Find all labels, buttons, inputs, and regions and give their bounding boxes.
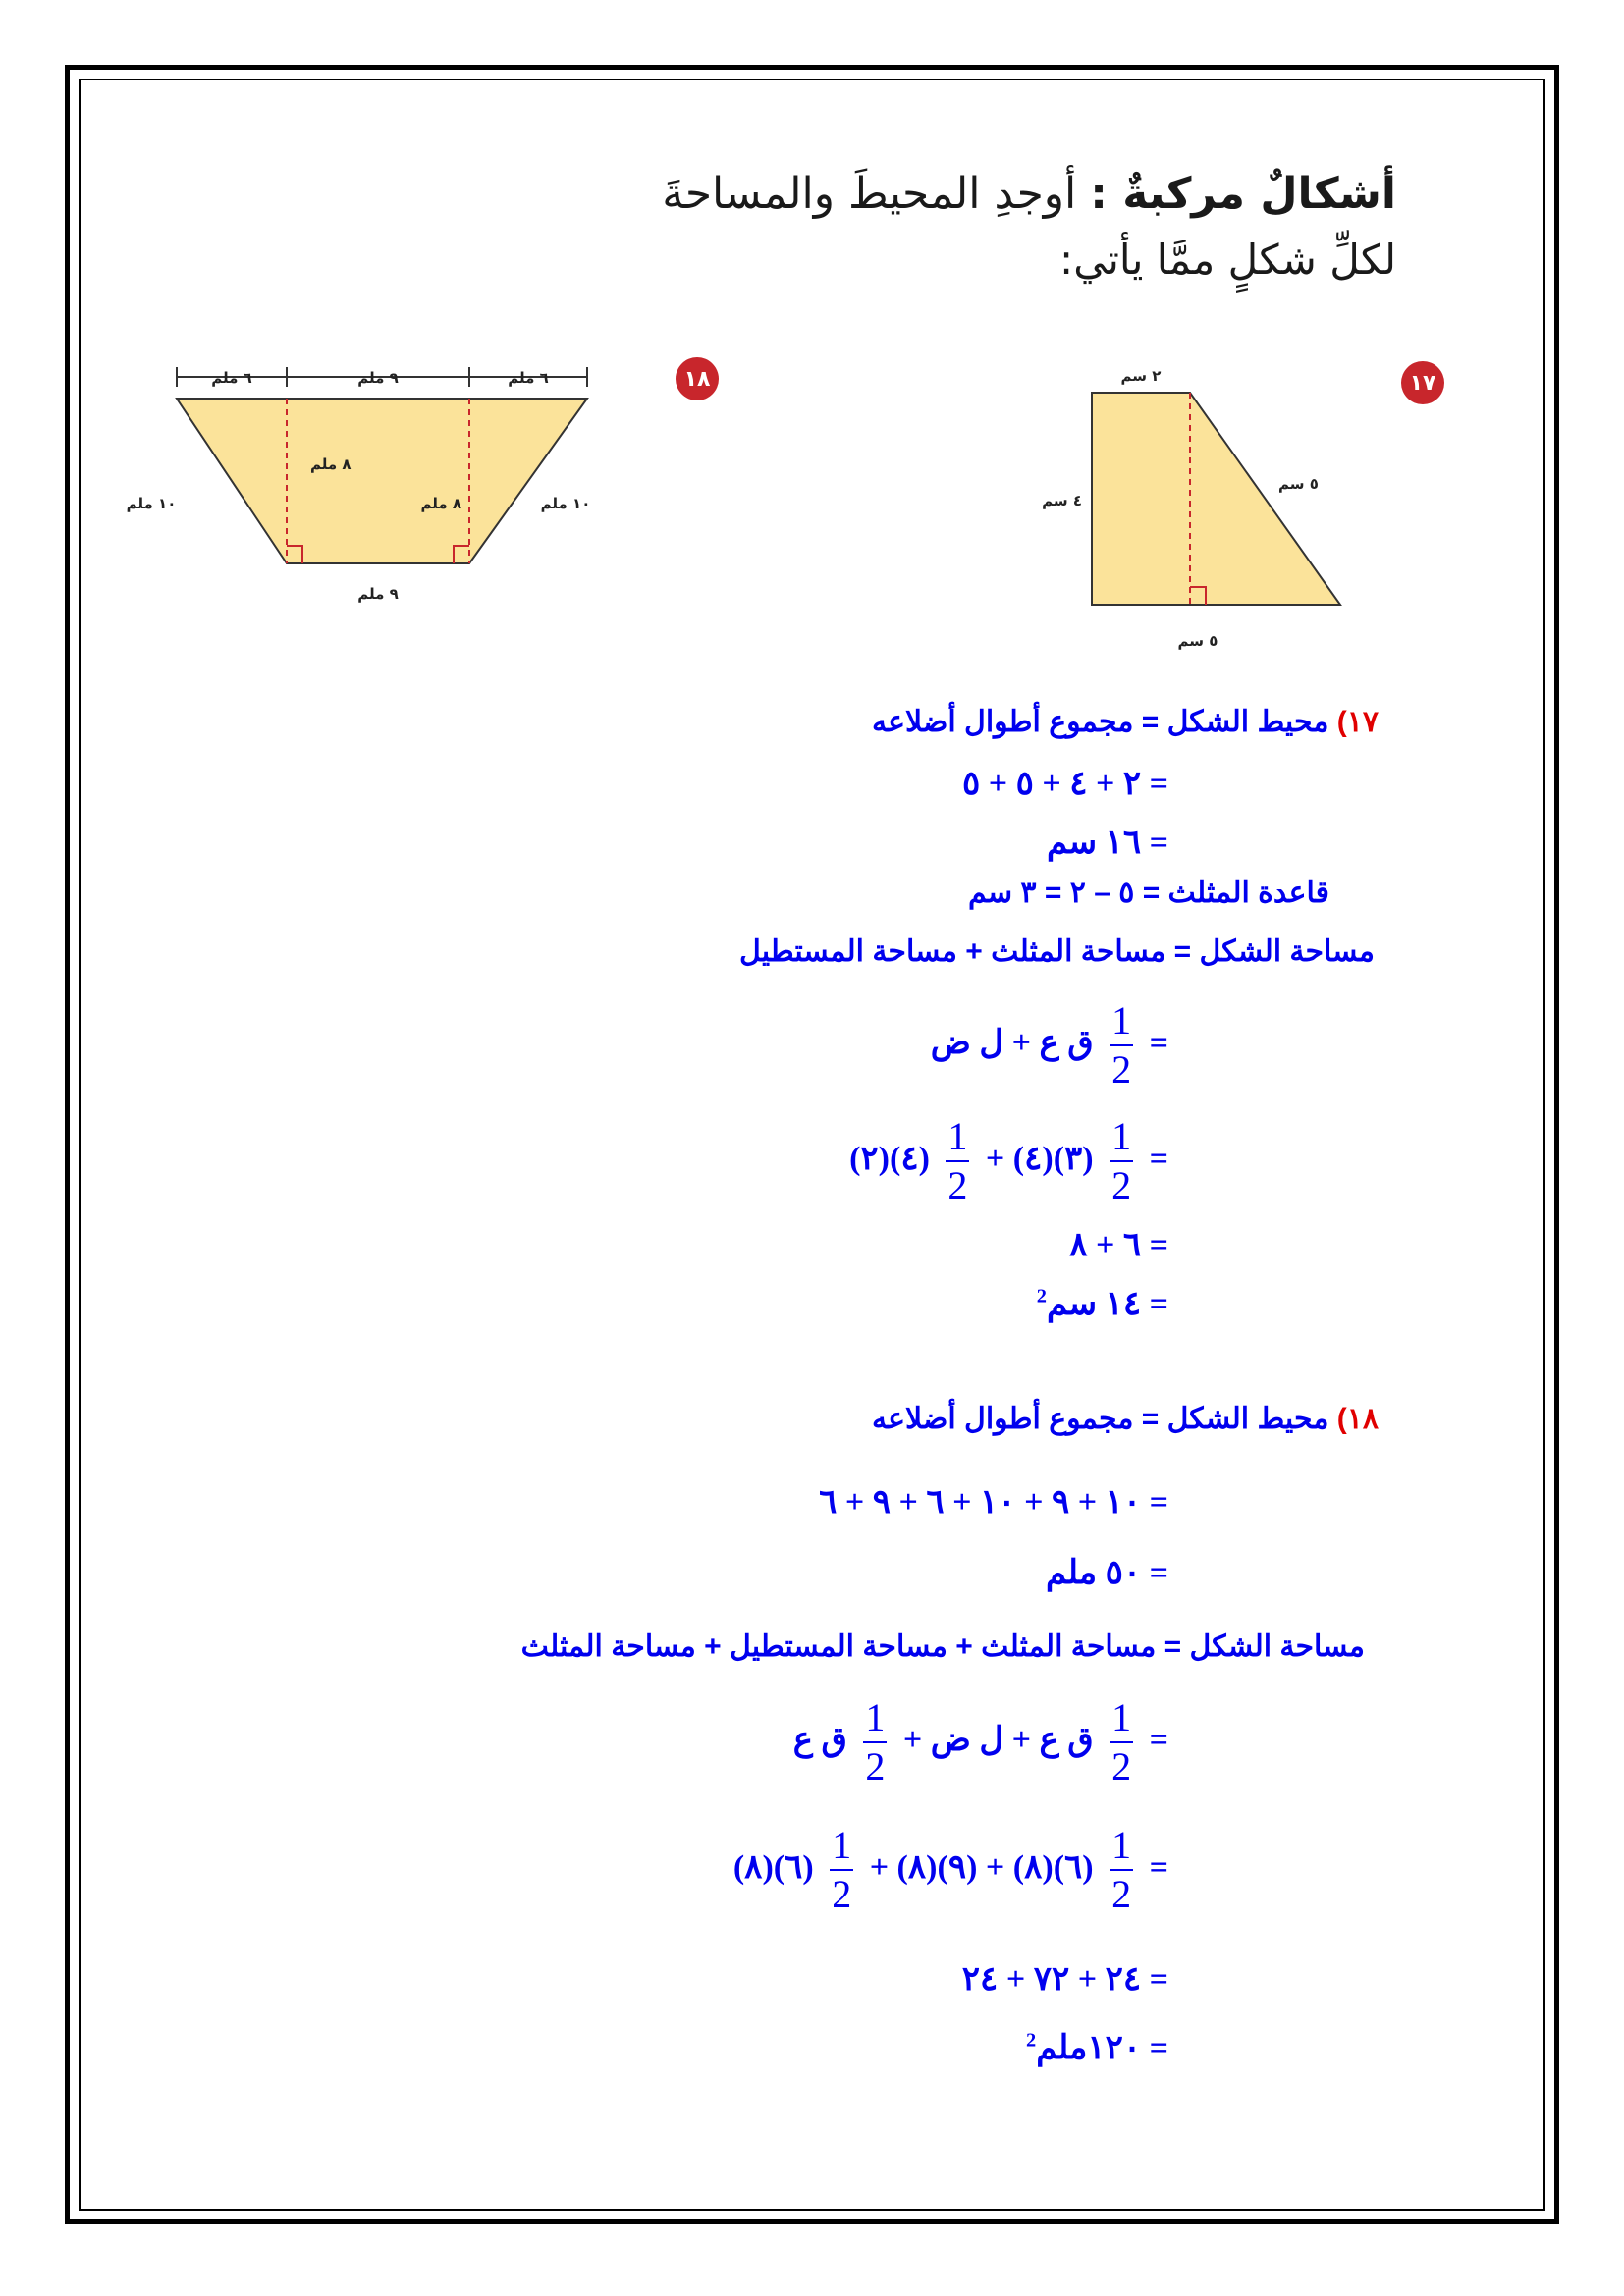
exercise-heading	[662, 169, 1396, 219]
sol18-area-values: = ٢٤ + ٧٢ + ٢٤	[961, 1961, 1168, 1998]
sol17-area-formula: = $\frac{1}{2}$ ق ع + ل ض	[930, 998, 1168, 1092]
sol18-area-title: مساحة الشكل = مساحة المثلث + مساحة المستطيل + مساحة المثلث	[520, 1630, 1365, 1663]
sol17-perimeter-title: ١٧) محيط الشكل = مجموع أطوال أضلاعه	[872, 706, 1379, 738]
sol18-number: ١٨)	[1336, 1403, 1379, 1435]
sol17-perimeter-result: = ١٦ سم	[1046, 825, 1168, 861]
sol18-perimeter-result: = ٥٠ ملم	[1045, 1555, 1168, 1591]
sol17-area-result: = ١٤ سم$^2$	[1036, 1285, 1168, 1322]
sol18-perimeter-sum: = ١٠ + ٩ + ١٠ + ٦ + ٩ + ٦	[819, 1484, 1168, 1521]
exercise-subheading: لكلِّ شكلٍ ممَّا يأتي:	[1059, 236, 1396, 284]
sol17-triangle-base: قاعدة المثلث = ٥ – ٢ = ٣ سم	[967, 877, 1329, 909]
fraction-half: $\frac{1}{2}$	[947, 1114, 968, 1207]
fig17-shape	[1092, 393, 1340, 605]
fig18-label-top-mid: ٩ ملم	[357, 369, 399, 387]
sol18-perimeter-title: ١٨) محيط الشكل = مجموع أطوال أضلاعه	[872, 1403, 1379, 1435]
sol17-area-substitution: = $\frac{1}{2}$ (٣)(٤) + $\frac{1}{2}$ (٤)(٢)	[849, 1114, 1168, 1207]
fig18-label-bottom: ٩ ملم	[357, 585, 399, 603]
fraction-half: $\frac{1}{2}$	[1111, 1114, 1132, 1207]
heading-bold: أشكالٌ مركبةٌ :	[1090, 169, 1396, 219]
sol17-perimeter-sum: = ٢ + ٤ + ٥ + ٥	[961, 766, 1168, 802]
problem-badge-17: ١٧	[1401, 361, 1444, 404]
sol18-area-substitution: = $\frac{1}{2}$ (٦)(٨) + (٩)(٨) + $\frac{1}{2}$ (٦)(٨)	[732, 1823, 1168, 1916]
fig18-label-inner-left: ٨ ملم	[310, 455, 352, 473]
sol17-area-values: = ٦ + ٨	[1069, 1227, 1168, 1263]
fig17-label-left: ٤ سم	[1042, 492, 1082, 509]
fraction-half: $\frac{1}{2}$	[865, 1695, 886, 1789]
heading-rest: أوجدِ المحيطَ والمساحةَ	[662, 169, 1091, 219]
sol17-number: ١٧)	[1336, 706, 1379, 738]
fig18-shape	[177, 399, 587, 563]
fraction-half: $\frac{1}{2}$	[1111, 1823, 1132, 1916]
fraction-half: $\frac{1}{2}$	[832, 1823, 852, 1916]
sol17-area-title: مساحة الشكل = مساحة المثلث + مساحة المستطيل	[739, 935, 1375, 968]
sol18-area-formula: = $\frac{1}{2}$ ق ع + ل ض + $\frac{1}{2}$ ق ع	[792, 1695, 1168, 1789]
fig17-label-slant: ٥ سم	[1278, 475, 1319, 493]
sol18-area-result: = ١٢٠ملم$^2$	[1026, 2029, 1168, 2066]
fig18-label-top-left: ٦ ملم	[211, 369, 252, 387]
fig17-label-top: ٢ سم	[1120, 367, 1162, 385]
fraction-half: $\frac{1}{2}$	[1111, 998, 1132, 1092]
fig18-label-right-side: ١٠ ملم	[540, 495, 591, 512]
figure-18-trapezoid	[118, 353, 628, 628]
fraction-half: $\frac{1}{2}$	[1111, 1695, 1132, 1789]
problem-badge-18: ١٨	[676, 357, 719, 400]
figure-17-composite-shape	[1011, 353, 1365, 667]
fig18-label-inner-right: ٨ ملم	[420, 495, 461, 512]
fig18-label-left-side: ١٠ ملم	[126, 495, 177, 512]
fig18-label-top-right: ٦ ملم	[508, 369, 549, 387]
fig17-label-bottom: ٥ سم	[1177, 632, 1218, 650]
